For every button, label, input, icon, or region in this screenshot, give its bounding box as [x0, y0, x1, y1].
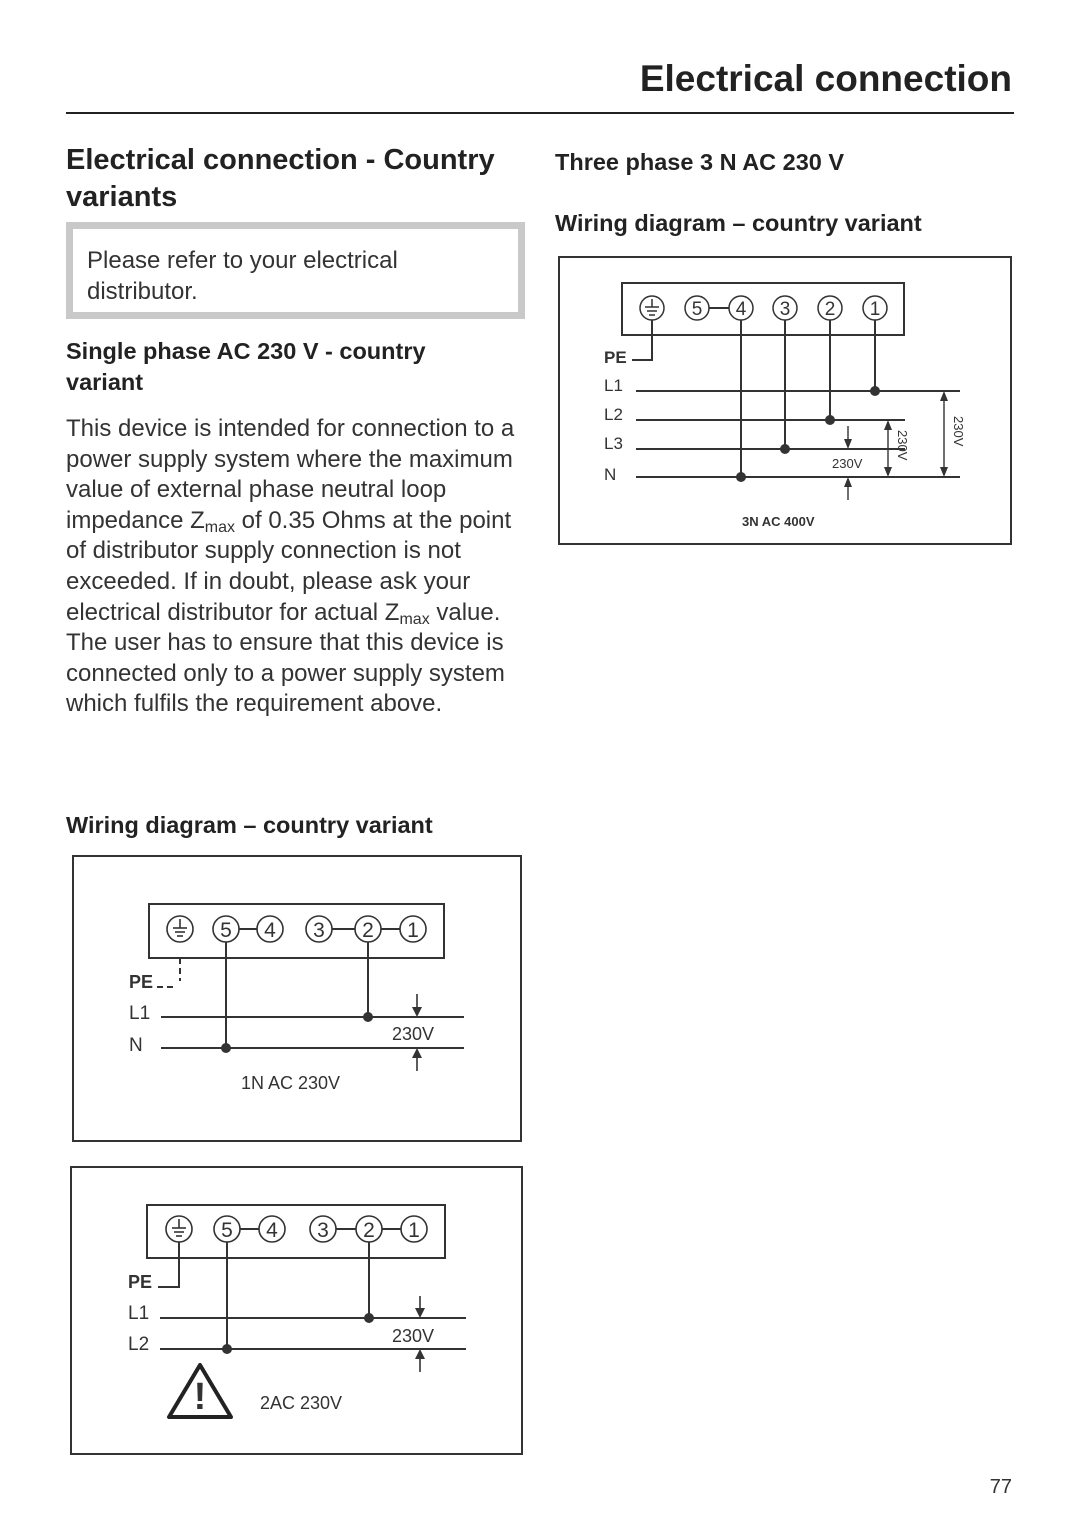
- l1-label: L1: [128, 1303, 150, 1324]
- terminal-3-label: 3: [317, 1219, 329, 1242]
- junction-l1: [364, 1313, 374, 1323]
- junction-l2: [222, 1344, 232, 1354]
- terminal-5-label: 5: [220, 919, 232, 942]
- l2-label: L2: [604, 405, 623, 424]
- section-title: Electrical connection - Country variants: [66, 144, 495, 213]
- wiring-diagram-2ac-svg: [72, 1168, 525, 1457]
- pe-wire: [158, 1242, 179, 1287]
- ground-symbol-icon: [166, 1216, 192, 1242]
- pe-label: PE: [129, 972, 154, 992]
- terminal-5: [214, 1216, 240, 1242]
- terminal-2-label: 2: [824, 299, 836, 320]
- terminal-1: [400, 916, 426, 942]
- warning-triangle-icon: [169, 1365, 231, 1418]
- note-box: Please refer to your electrical distributor.: [66, 222, 525, 319]
- diagram-caption: 1N AC 230V: [241, 1073, 341, 1093]
- pe-wire: [632, 320, 652, 360]
- terminal-3: [310, 1216, 336, 1242]
- vertical-voltage-arrowhead-1-top: [884, 420, 892, 430]
- wiring-diagram-1n-ac-230v: [72, 855, 522, 1142]
- phase-voltage-label: 230V: [832, 456, 863, 471]
- vertical-voltage-arrowhead-2-top: [940, 391, 948, 401]
- terminal-4-label: 4: [264, 919, 276, 942]
- terminal-5-label: 5: [691, 299, 703, 320]
- body-text-part-2: of 0.35 Ohms at the point of distributor supply connection is not exceeded. If in doubt, please ask your electrical distributor for actual Z: [66, 506, 512, 626]
- terminal-1: [401, 1216, 427, 1242]
- three-phase-heading: Three phase 3 N AC 230 V: [555, 149, 845, 175]
- terminal-2-label: 2: [363, 1219, 375, 1242]
- wiring-diagram-1n-svg: [74, 857, 524, 1144]
- terminal-5: [685, 296, 709, 320]
- terminal-4: [729, 296, 753, 320]
- body-text: [66, 414, 521, 720]
- vertical-voltage-arrowhead-2-bottom: [940, 467, 948, 477]
- header-rule: [66, 112, 1014, 114]
- voltage-label: 230V: [392, 1326, 435, 1346]
- vertical-voltage-label-1: 230V: [895, 430, 910, 461]
- terminal-3: [773, 296, 797, 320]
- voltage-arrowhead-top: [415, 1308, 425, 1318]
- page-number: 77: [989, 1476, 1012, 1498]
- terminal-3-label: 3: [779, 299, 791, 320]
- wiring-diagram-3n-ac-400v: [558, 256, 1012, 545]
- terminal-4-label: 4: [266, 1219, 278, 1242]
- terminal-1-label: 1: [869, 299, 881, 320]
- page-header-title: Electrical connection: [639, 58, 1012, 99]
- l2-label: L2: [128, 1334, 150, 1355]
- n-label: N: [129, 1035, 143, 1056]
- zmax-subscript-1: max: [204, 518, 235, 536]
- terminal-3: [306, 916, 332, 942]
- zmax-subscript-2: max: [399, 610, 430, 628]
- phase-voltage-arrowhead-top: [844, 439, 852, 449]
- n-label: N: [604, 465, 617, 484]
- terminal-1: [863, 296, 887, 320]
- junction-n: [221, 1043, 231, 1053]
- single-phase-heading: Single phase AC 230 V - country variant: [66, 338, 426, 395]
- wiring-diagram-heading-right: Wiring diagram – country variant: [555, 210, 922, 236]
- voltage-arrowhead-bottom: [415, 1349, 425, 1359]
- pe-label: PE: [128, 1272, 153, 1292]
- terminal-1-label: 1: [407, 919, 419, 942]
- body-text-part-1: This device is intended for connection to a power supply system where the maximum value of external phase neutral loop impedance Z: [66, 415, 515, 534]
- l1-label: L1: [129, 1003, 151, 1024]
- diagram-caption: 3N AC 400V: [742, 514, 815, 529]
- voltage-arrowhead-top: [412, 1007, 422, 1017]
- l3-label: L3: [604, 434, 623, 453]
- wiring-diagram-3n-svg: [560, 258, 1014, 547]
- terminal-2: [818, 296, 842, 320]
- l1-label: L1: [604, 376, 623, 395]
- junction-l3: [780, 444, 790, 454]
- voltage-arrowhead-bottom: [412, 1048, 422, 1058]
- terminal-1-label: 1: [408, 1219, 420, 1242]
- terminal-4-label: 4: [735, 299, 747, 320]
- vertical-voltage-label-2: 230V: [951, 416, 966, 447]
- ground-symbol-icon: [167, 916, 193, 942]
- junction-n: [736, 472, 746, 482]
- junction-l2: [825, 415, 835, 425]
- terminal-4: [259, 1216, 285, 1242]
- ground-symbol-icon: [640, 296, 664, 320]
- terminal-5-label: 5: [221, 1219, 233, 1242]
- vertical-voltage-arrowhead-1-bottom: [884, 467, 892, 477]
- terminal-2: [355, 916, 381, 942]
- terminal-4: [257, 916, 283, 942]
- terminal-5: [213, 916, 239, 942]
- phase-voltage-arrowhead-bottom: [844, 477, 852, 487]
- terminal-2: [356, 1216, 382, 1242]
- wiring-diagram-heading-left: Wiring diagram – country variant: [66, 812, 433, 838]
- junction-l1: [363, 1012, 373, 1022]
- terminal-2-label: 2: [362, 919, 374, 942]
- pe-label: PE: [604, 348, 627, 367]
- voltage-label: 230V: [392, 1024, 435, 1044]
- terminal-3-label: 3: [313, 919, 325, 942]
- junction-l1: [870, 386, 880, 396]
- diagram-caption: 2AC 230V: [260, 1393, 343, 1413]
- warning-symbol: !: [193, 1376, 207, 1418]
- wiring-diagram-2ac-230v: [70, 1166, 523, 1455]
- body-text-part-3: value. The user has to ensure that this device is connected only to a power supply system which fulfils the requirement above.: [66, 598, 505, 718]
